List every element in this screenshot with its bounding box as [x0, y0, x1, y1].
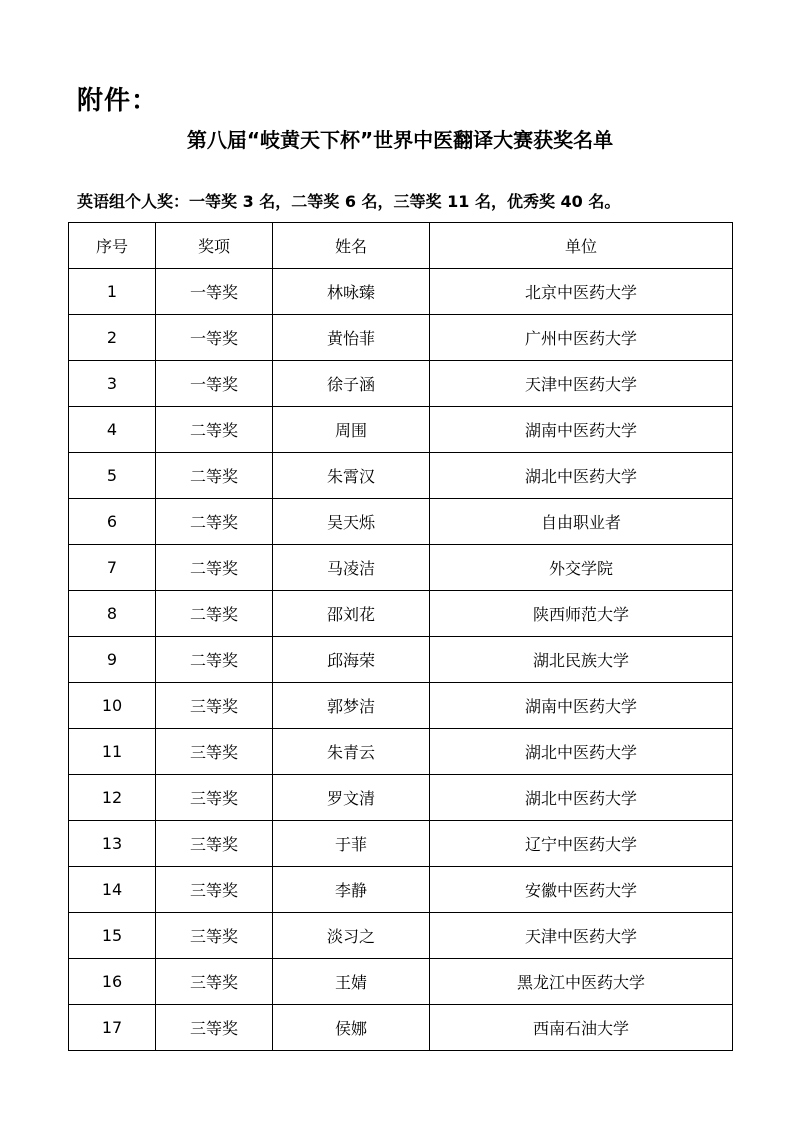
cell-name: 马凌洁	[273, 545, 430, 591]
table-row	[69, 1005, 733, 1051]
cell-serial: 11	[69, 729, 156, 775]
cell-award: 一等奖	[156, 361, 273, 407]
attachment-label: 附件：	[77, 86, 159, 116]
table-row	[69, 959, 733, 1005]
cell-serial: 9	[69, 637, 156, 683]
table-body	[69, 269, 733, 1051]
cell-name: 朱霄汉	[273, 453, 430, 499]
cell-serial: 6	[69, 499, 156, 545]
cell-organization: 湖北中医药大学	[430, 729, 733, 775]
cell-organization: 陕西师范大学	[430, 591, 733, 637]
cell-organization: 西南石油大学	[430, 1005, 733, 1051]
header-serial: 序号	[69, 223, 156, 269]
table-row	[69, 775, 733, 821]
cell-name: 邵刘花	[273, 591, 430, 637]
table-row	[69, 407, 733, 453]
award-summary: 英语组个人奖：一等奖 3 名，二等奖 6 名，三等奖 11 名，优秀奖 40 名。	[77, 192, 621, 211]
cell-award: 三等奖	[156, 1005, 273, 1051]
cell-serial: 15	[69, 913, 156, 959]
cell-award: 一等奖	[156, 269, 273, 315]
header-organization: 单位	[430, 223, 733, 269]
cell-award: 三等奖	[156, 821, 273, 867]
cell-serial: 17	[69, 1005, 156, 1051]
cell-serial: 3	[69, 361, 156, 407]
cell-name: 林咏臻	[273, 269, 430, 315]
cell-serial: 5	[69, 453, 156, 499]
cell-organization: 湖北中医药大学	[430, 453, 733, 499]
cell-organization: 安徽中医药大学	[430, 867, 733, 913]
cell-name: 邱海荣	[273, 637, 430, 683]
cell-serial: 13	[69, 821, 156, 867]
header-award: 奖项	[156, 223, 273, 269]
cell-serial: 10	[69, 683, 156, 729]
cell-award: 二等奖	[156, 453, 273, 499]
cell-organization: 湖南中医药大学	[430, 683, 733, 729]
cell-serial: 12	[69, 775, 156, 821]
cell-award: 三等奖	[156, 959, 273, 1005]
cell-award: 三等奖	[156, 867, 273, 913]
table-row	[69, 637, 733, 683]
cell-organization: 湖北中医药大学	[430, 775, 733, 821]
table-row	[69, 315, 733, 361]
cell-name: 黄怡菲	[273, 315, 430, 361]
cell-name: 徐子涵	[273, 361, 430, 407]
table-row	[69, 913, 733, 959]
cell-serial: 7	[69, 545, 156, 591]
cell-organization: 北京中医药大学	[430, 269, 733, 315]
cell-award: 三等奖	[156, 913, 273, 959]
cell-serial: 1	[69, 269, 156, 315]
cell-organization: 黑龙江中医药大学	[430, 959, 733, 1005]
table-row	[69, 683, 733, 729]
table-header-row	[69, 223, 733, 269]
cell-organization: 湖北民族大学	[430, 637, 733, 683]
document-title: 第八届“岐黄天下杯”世界中医翻译大赛获奖名单	[186, 128, 614, 152]
table-row	[69, 453, 733, 499]
table-row	[69, 545, 733, 591]
cell-organization: 辽宁中医药大学	[430, 821, 733, 867]
cell-award: 三等奖	[156, 729, 273, 775]
cell-organization: 天津中医药大学	[430, 361, 733, 407]
cell-serial: 8	[69, 591, 156, 637]
cell-organization: 外交学院	[430, 545, 733, 591]
cell-award: 一等奖	[156, 315, 273, 361]
cell-award: 二等奖	[156, 499, 273, 545]
cell-serial: 14	[69, 867, 156, 913]
table-row	[69, 591, 733, 637]
cell-name: 淡习之	[273, 913, 430, 959]
table-row	[69, 269, 733, 315]
cell-organization: 自由职业者	[430, 499, 733, 545]
table-row	[69, 499, 733, 545]
cell-organization: 湖南中医药大学	[430, 407, 733, 453]
cell-serial: 2	[69, 315, 156, 361]
table-row	[69, 729, 733, 775]
cell-name: 吴天烁	[273, 499, 430, 545]
awards-table	[68, 222, 733, 1051]
cell-name: 于菲	[273, 821, 430, 867]
cell-name: 罗文清	[273, 775, 430, 821]
cell-name: 郭梦洁	[273, 683, 430, 729]
header-name: 姓名	[273, 223, 430, 269]
cell-organization: 广州中医药大学	[430, 315, 733, 361]
cell-award: 三等奖	[156, 683, 273, 729]
table-row	[69, 361, 733, 407]
cell-serial: 4	[69, 407, 156, 453]
cell-award: 二等奖	[156, 637, 273, 683]
cell-name: 王婧	[273, 959, 430, 1005]
cell-serial: 16	[69, 959, 156, 1005]
cell-award: 二等奖	[156, 591, 273, 637]
cell-name: 李静	[273, 867, 430, 913]
cell-name: 侯娜	[273, 1005, 430, 1051]
cell-name: 周围	[273, 407, 430, 453]
cell-organization: 天津中医药大学	[430, 913, 733, 959]
table-row	[69, 867, 733, 913]
cell-name: 朱青云	[273, 729, 430, 775]
cell-award: 二等奖	[156, 407, 273, 453]
cell-award: 二等奖	[156, 545, 273, 591]
table-row	[69, 821, 733, 867]
cell-award: 三等奖	[156, 775, 273, 821]
